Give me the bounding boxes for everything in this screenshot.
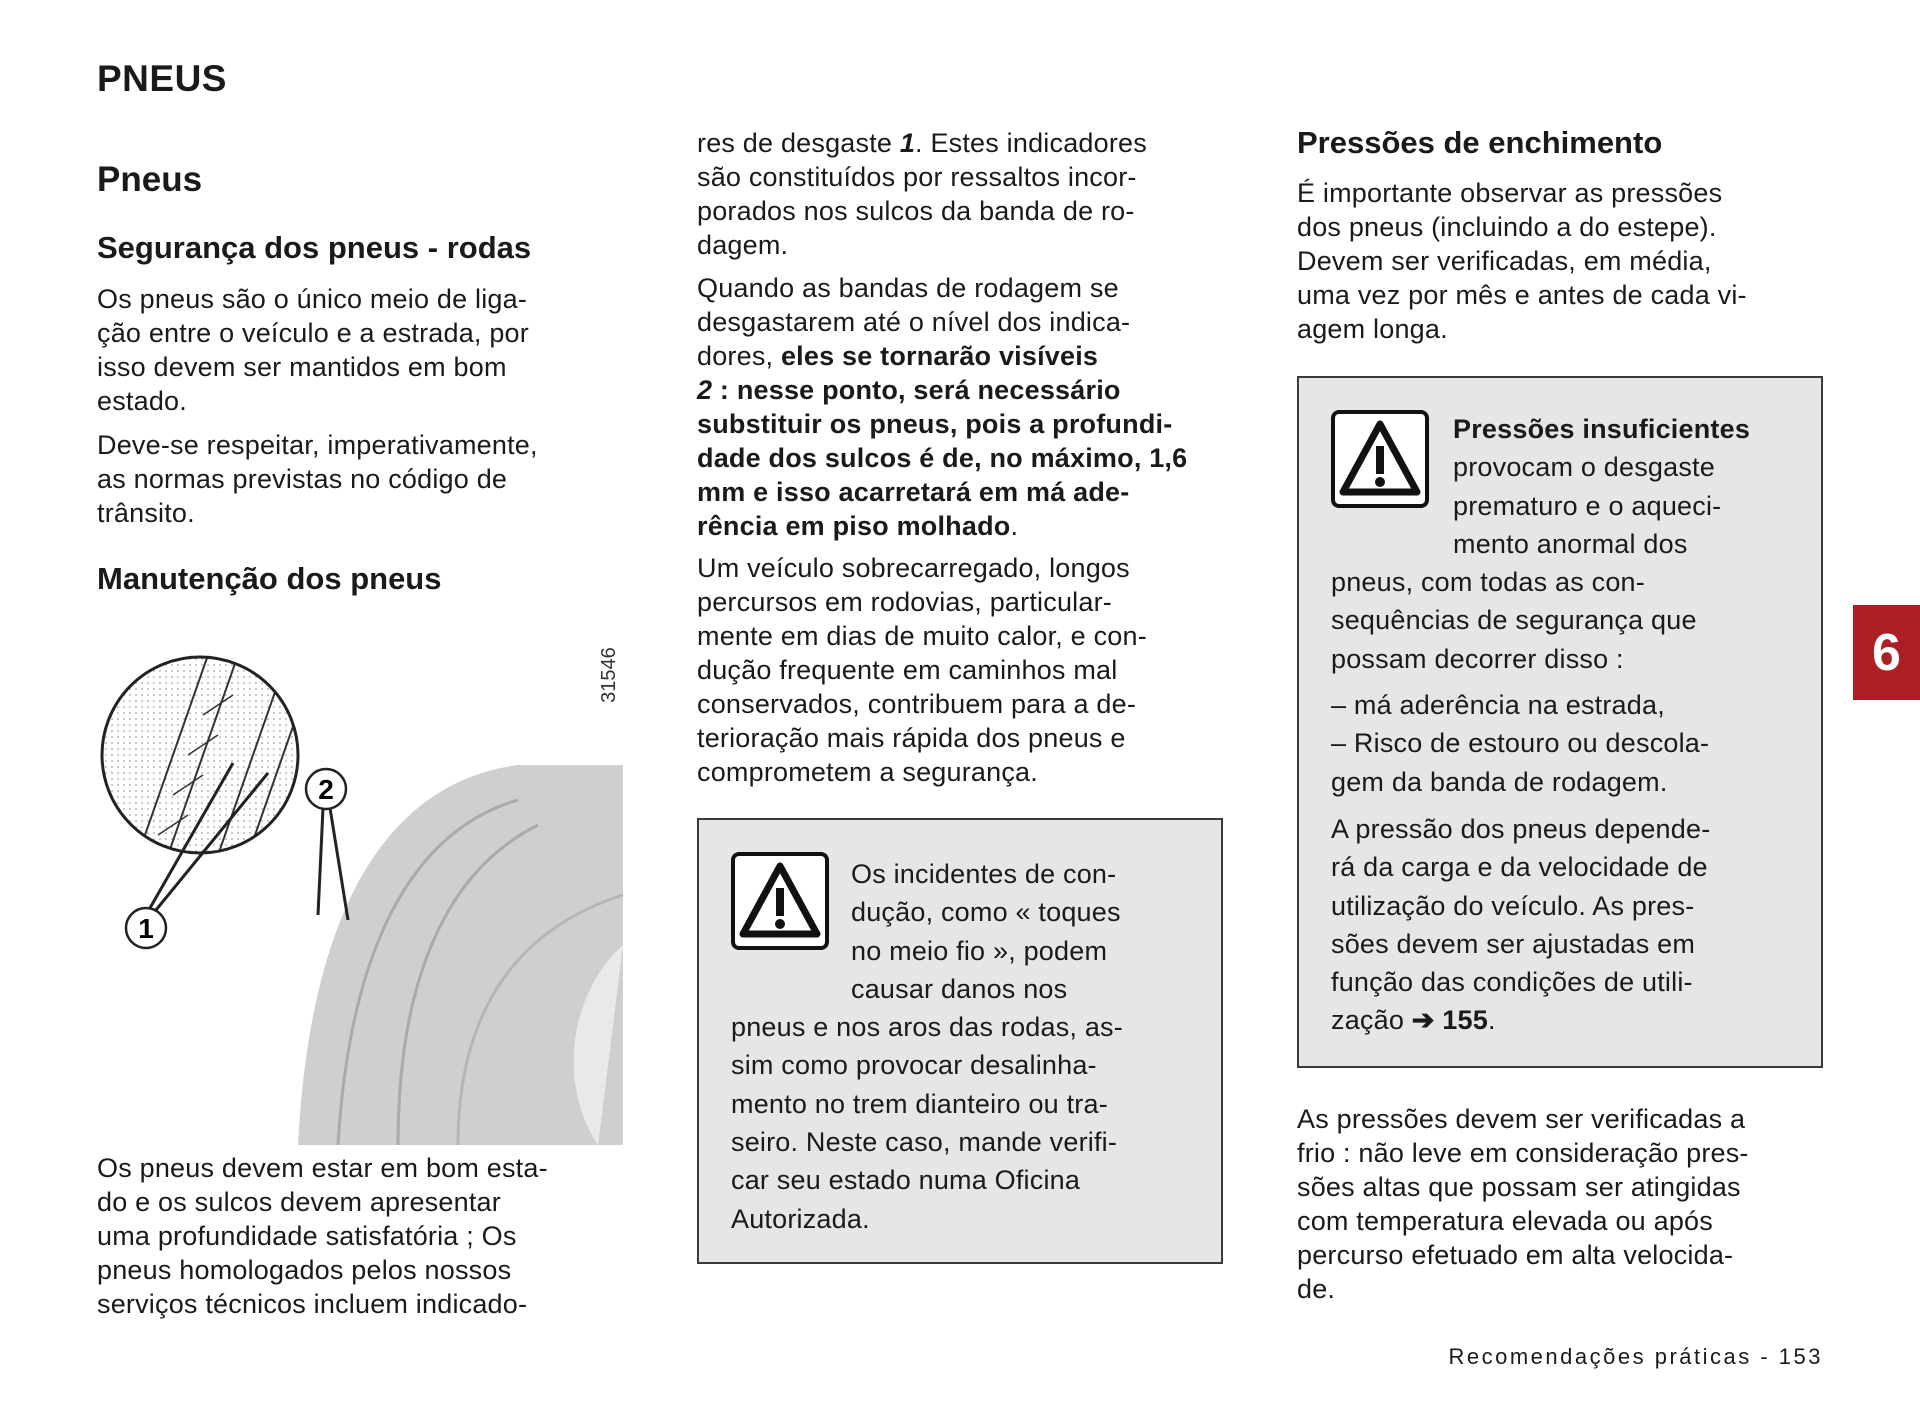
text-segment: trânsito.: [97, 498, 195, 528]
text-segment: . Estes indicadores: [915, 128, 1147, 158]
text-segment: uma vez por mês e antes de cada vi-: [1297, 280, 1747, 310]
text-segment: uma profundidade satisfatória ; Os: [97, 1221, 517, 1251]
text-segment: as normas previstas no código de: [97, 464, 508, 494]
text-line: [1331, 925, 1710, 963]
section-heading: Pneus: [97, 160, 203, 199]
text-line: [697, 305, 1187, 339]
text-segment: agem longa.: [1297, 314, 1448, 344]
text-line: [697, 585, 1147, 619]
text-line: [97, 496, 538, 530]
text-segment: gem da banda de rodagem.: [1331, 766, 1668, 797]
text-segment: comprometem a segurança.: [697, 757, 1038, 787]
text-line: [1331, 410, 1750, 448]
text-segment: – má aderência na estrada,: [1331, 690, 1665, 720]
text-line: [1331, 525, 1750, 563]
callout-1: 1: [138, 913, 154, 944]
text-line: [97, 1219, 548, 1253]
text-line: [1331, 487, 1750, 525]
text-line: [1331, 640, 1750, 678]
bold-text: ➔ 155: [1411, 1005, 1488, 1036]
figure-code: 31546: [598, 647, 620, 703]
text-line: [97, 1151, 548, 1185]
text-line: [1331, 448, 1750, 486]
text-line: [1297, 278, 1747, 312]
text-line: [97, 316, 529, 350]
text-segment: Devem ser verificadas, em média,: [1297, 246, 1712, 276]
text-line: [1297, 210, 1747, 244]
bold-text: 2: [697, 375, 713, 405]
paragraph: [697, 126, 1147, 262]
text-line: [97, 1185, 548, 1219]
text-segment: Quando as bandas de rodagem se: [697, 273, 1119, 303]
text-segment: sim como provocar desalinha-: [731, 1050, 1097, 1081]
text-segment: Os incidentes de con-: [851, 859, 1117, 889]
text-segment: Os pneus devem estar em bom esta-: [97, 1153, 548, 1183]
text-segment: isso devem ser mantidos em bom: [97, 352, 507, 382]
text-segment: com temperatura elevada ou após: [1297, 1206, 1713, 1236]
text-segment: no meio fio », podem: [851, 935, 1108, 966]
paragraph: [697, 551, 1147, 789]
text-segment: As pressões devem ser verificadas a: [1297, 1104, 1746, 1134]
subheading-pressures: Pressões de enchimento: [1297, 125, 1663, 160]
text-line: [697, 194, 1147, 228]
page-footer: Recomendações práticas - 153: [1448, 1344, 1823, 1369]
text-segment: Deve-se respeitar, imperativamente,: [97, 430, 538, 460]
text-segment: .: [1010, 511, 1019, 541]
bold-text: eles se tornarão visíveis: [780, 341, 1099, 371]
text-segment: são constituídos por ressaltos incor-: [697, 162, 1137, 192]
text-line: [731, 1123, 1123, 1161]
text-segment: .: [1487, 1005, 1496, 1036]
text-line: [1297, 1272, 1749, 1306]
bold-text: substituir os pneus, pois a profundi-: [697, 409, 1173, 439]
text-line: [731, 1085, 1123, 1123]
text-segment: sequências de segurança que: [1331, 605, 1697, 636]
subheading-maintenance: Manutenção dos pneus: [97, 561, 442, 596]
text-segment: função das condições de utili-: [1331, 967, 1693, 998]
text-line: [1331, 724, 1709, 762]
text-segment: mento no trem dianteiro ou tra-: [731, 1088, 1108, 1119]
text-segment: dos pneus (incluindo a do estepe).: [1297, 212, 1717, 242]
text-segment: mento anormal dos: [1453, 528, 1688, 559]
bold-text: Pressões insuficientes: [1453, 414, 1751, 444]
text-line: [97, 1253, 548, 1287]
text-line: [1297, 176, 1747, 210]
text-segment: conservados, contribuem para a de-: [697, 689, 1137, 719]
text-line: [697, 373, 1187, 407]
chapter-tab[interactable]: 6: [1853, 605, 1920, 700]
text-segment: possam decorrer disso :: [1331, 643, 1624, 674]
warning-box-pressure: [1297, 376, 1823, 1068]
text-line: [1331, 963, 1710, 1001]
text-segment: rá da carga e da velocidade de: [1331, 852, 1708, 883]
text-segment: prematuro e o aqueci-: [1453, 490, 1722, 521]
text-segment: É importante observar as pressões: [1297, 178, 1723, 208]
text-line: [1297, 312, 1747, 346]
text-segment: do e os sulcos devem apresentar: [97, 1187, 501, 1217]
text-line: [697, 475, 1187, 509]
text-segment: pneus homologados pelos nossos: [97, 1255, 512, 1285]
text-line: [1331, 848, 1710, 886]
text-line: [97, 384, 529, 418]
text-line: [1331, 810, 1710, 848]
text-segment: A pressão dos pneus depende-: [1331, 814, 1711, 844]
text-segment: percurso efetuado em alta velocida-: [1297, 1240, 1734, 1270]
bold-text: rência em piso molhado: [697, 511, 1011, 541]
text-line: [1331, 601, 1750, 639]
text-segment: Os pneus são o único meio de liga-: [97, 284, 528, 314]
text-line: [697, 755, 1147, 789]
text-segment: frio : não leve em consideração pres-: [1297, 1138, 1749, 1168]
text-line: [1331, 763, 1709, 801]
text-segment: dagem.: [697, 230, 789, 260]
text-segment: dores,: [697, 341, 781, 371]
warning-text: [1331, 410, 1750, 678]
page-title: PNEUS: [97, 58, 227, 99]
paragraph: [97, 1151, 548, 1321]
text-line: [1297, 244, 1747, 278]
text-line: [697, 687, 1147, 721]
text-segment: mente em dias de muito calor, e con-: [697, 621, 1147, 651]
text-segment: pneus, com todas as con-: [1331, 567, 1645, 598]
text-line: [697, 271, 1187, 305]
text-segment: seiro. Neste caso, mande verifi-: [731, 1127, 1118, 1158]
text-line: [697, 619, 1147, 653]
text-segment: provocam o desgaste: [1453, 452, 1715, 483]
text-line: [731, 1008, 1123, 1046]
text-line: [97, 350, 529, 384]
text-line: [731, 1161, 1123, 1199]
text-line: [731, 855, 1123, 893]
text-segment: causar danos nos: [851, 973, 1068, 1004]
text-line: [1297, 1204, 1749, 1238]
paragraph: [1297, 176, 1747, 346]
text-segment: zação: [1331, 1005, 1412, 1036]
text-line: [697, 653, 1147, 687]
paragraph: [97, 282, 529, 418]
text-line: [697, 721, 1147, 755]
bold-text: dade dos sulcos é de, no máximo, 1,6: [697, 443, 1188, 473]
text-line: [1297, 1136, 1749, 1170]
text-segment: ção entre o veículo e a estrada, por: [97, 318, 529, 348]
text-segment: dução, como « toques: [851, 897, 1121, 928]
text-line: [1331, 563, 1750, 601]
text-line: [1297, 1102, 1749, 1136]
text-line: [1297, 1238, 1749, 1272]
warning-box: [697, 818, 1223, 1264]
text-segment: utilização do veículo. As pres-: [1331, 890, 1695, 921]
warning-text: [1331, 810, 1710, 1040]
bold-text: : nesse ponto, será necessário: [712, 375, 1121, 405]
text-segment: percursos em rodovias, particular-: [697, 587, 1112, 617]
text-line: [97, 282, 529, 316]
text-segment: Um veículo sobrecarregado, longos: [697, 553, 1130, 583]
text-line: [97, 1287, 548, 1321]
text-line: [697, 509, 1187, 543]
text-segment: dução frequente em caminhos mal: [697, 655, 1118, 685]
paragraph: [697, 271, 1187, 543]
text-segment: porados nos sulcos da banda de ro-: [697, 196, 1135, 226]
text-segment: res de desgaste: [697, 128, 900, 158]
text-line: [1297, 1170, 1749, 1204]
text-segment: Autorizada.: [731, 1203, 870, 1234]
text-segment: – Risco de estouro ou descola-: [1331, 728, 1710, 759]
text-segment: car seu estado numa Oficina: [731, 1165, 1081, 1196]
text-segment: terioração mais rápida dos pneus e: [697, 723, 1126, 753]
text-segment: sões altas que possam ser atingidas: [1297, 1172, 1741, 1202]
text-line: [697, 228, 1147, 262]
text-line: [731, 932, 1123, 970]
tire-illustration: [98, 615, 628, 1145]
text-line: [697, 160, 1147, 194]
text-line: [697, 551, 1147, 585]
text-segment: sões devem ser ajustadas em: [1331, 928, 1696, 959]
paragraph: [1297, 1102, 1749, 1306]
text-line: [97, 428, 538, 462]
callout-2: 2: [318, 774, 334, 805]
text-segment: estado.: [97, 386, 187, 416]
bold-text: mm e isso acarretará em má ade-: [697, 477, 1130, 507]
text-line: [731, 1046, 1123, 1084]
text-line: [697, 339, 1187, 373]
bold-text: 1: [899, 128, 916, 158]
paragraph: [97, 428, 538, 530]
text-segment: pneus e nos aros das rodas, as-: [731, 1012, 1123, 1043]
text-line: [697, 407, 1187, 441]
text-line: [97, 462, 538, 496]
text-segment: de.: [1297, 1274, 1336, 1304]
warning-list: [1331, 686, 1709, 801]
text-line: [731, 970, 1123, 1008]
text-segment: serviços técnicos incluem indicado-: [97, 1289, 528, 1319]
subheading-safety: Segurança dos pneus - rodas: [97, 230, 532, 265]
text-line: [731, 1200, 1123, 1238]
text-line: [697, 441, 1187, 475]
warning-text: [731, 855, 1123, 1238]
text-line: [1331, 686, 1709, 724]
text-line: [697, 126, 1147, 160]
text-line: [1331, 1001, 1710, 1039]
text-line: [1331, 887, 1710, 925]
text-segment: desgastarem até o nível dos indica-: [697, 307, 1131, 337]
text-line: [731, 893, 1123, 931]
